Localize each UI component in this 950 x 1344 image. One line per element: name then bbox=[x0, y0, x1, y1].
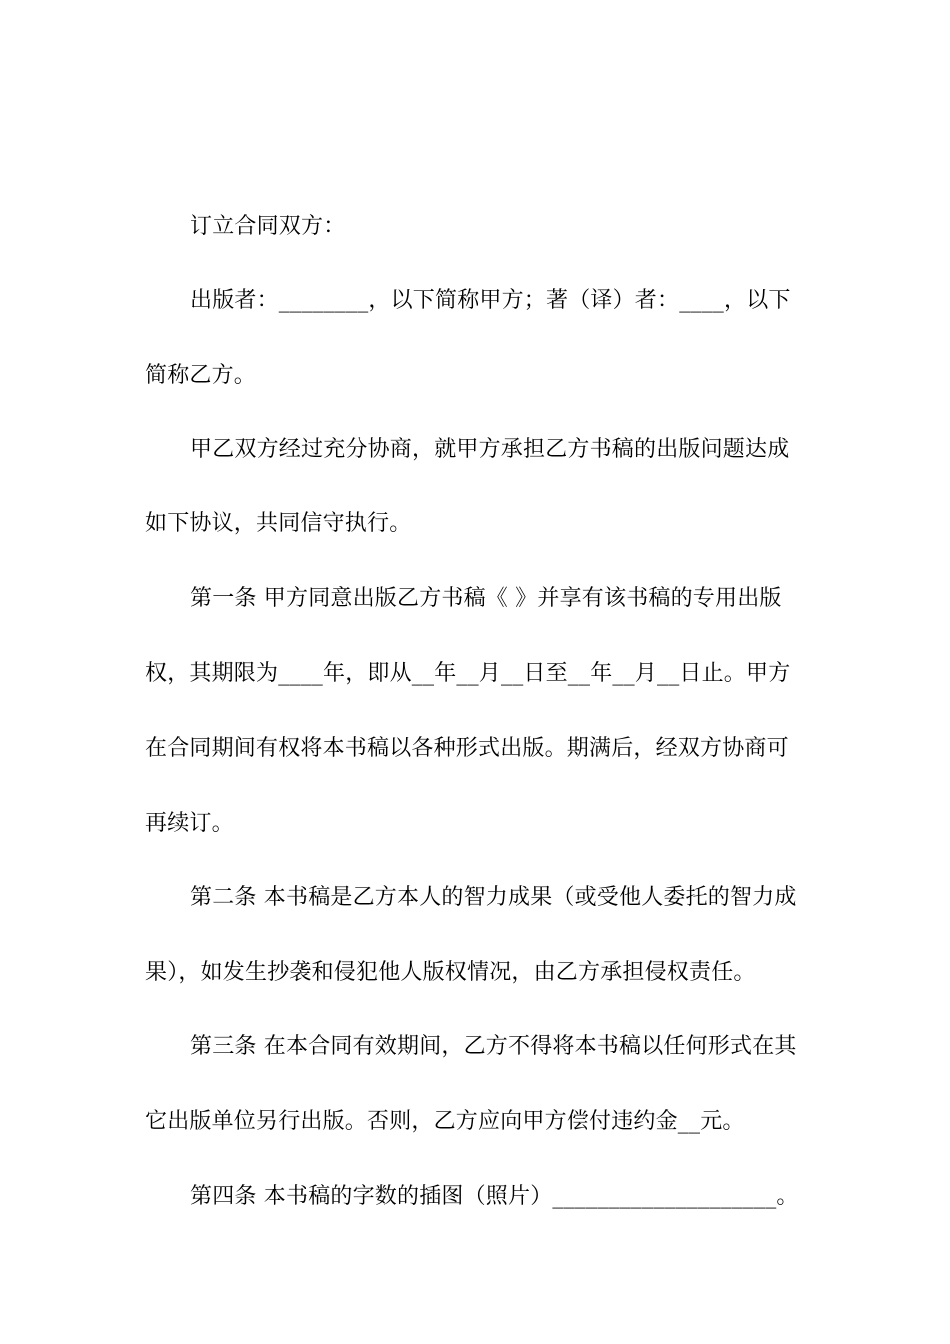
article-3-line: 它出版单位另行出版。否则，乙方应向甲方偿付违约金__元。 bbox=[145, 1109, 745, 1134]
article-3-line: 第三条 在本合同有效期间，乙方不得将本书稿以任何形式在其 bbox=[190, 1034, 797, 1059]
article-4-line: 第四条 本书稿的字数的插图（照片）____________________。 bbox=[190, 1184, 799, 1209]
article-2-line: 第二条 本书稿是乙方本人的智力成果（或受他人委托的智力成 bbox=[190, 885, 797, 910]
contract-parties-heading: 订立合同双方： bbox=[190, 214, 346, 239]
article-1-line: 在合同期间有权将本书稿以各种形式出版。期满后，经双方协商可 bbox=[145, 736, 789, 761]
article-2-line: 果），如发生抄袭和侵犯他人版权情况，由乙方承担侵权责任。 bbox=[145, 960, 756, 985]
paragraph-line: 出版者：________，以下简称甲方；著（译）者：____，以下 bbox=[190, 288, 791, 313]
article-1-line: 第一条 甲方同意出版乙方书稿《 》并享有该书稿的专用出版 bbox=[190, 586, 782, 611]
article-1-line: 再续订。 bbox=[145, 811, 234, 836]
paragraph-line: 简称乙方。 bbox=[145, 363, 257, 388]
article-1-line: 权，其期限为____年，即从__年__月__日至__年__月__日止。甲方 bbox=[145, 661, 791, 686]
paragraph-line: 甲乙双方经过充分协商，就甲方承担乙方书稿的出版问题达成 bbox=[190, 437, 790, 462]
paragraph-line: 如下协议，共同信守执行。 bbox=[145, 511, 412, 536]
